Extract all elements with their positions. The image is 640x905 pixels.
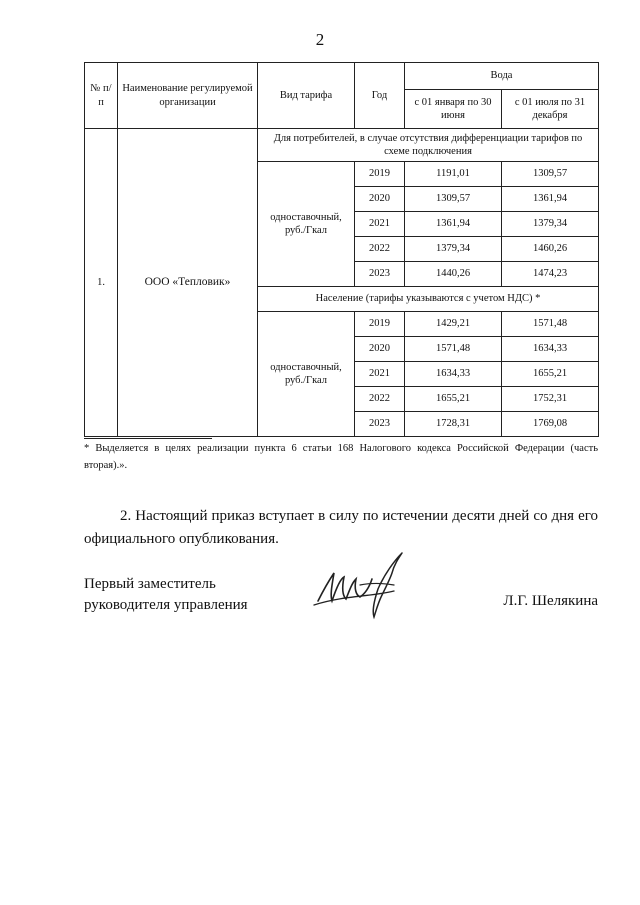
row-number: 1. — [85, 129, 118, 437]
tariff-h1-cell: 1440,26 — [405, 262, 502, 287]
tariff-h1-cell: 1634,33 — [405, 362, 502, 387]
year-cell: 2022 — [355, 237, 405, 262]
header-num: № п/п — [85, 63, 118, 129]
year-cell: 2019 — [355, 312, 405, 337]
tariff-h1-cell: 1429,21 — [405, 312, 502, 337]
year-cell: 2020 — [355, 187, 405, 212]
tariff-table — [84, 62, 599, 437]
tariff-h2-cell: 1752,31 — [502, 387, 599, 412]
header-period-1: с 01 января по 30 июня — [405, 90, 502, 129]
year-cell: 2022 — [355, 387, 405, 412]
header-year: Год — [355, 63, 405, 129]
section-header-row — [85, 129, 599, 162]
tariff-h2-cell: 1571,48 — [502, 312, 599, 337]
year-cell: 2019 — [355, 162, 405, 187]
signer-title-line-2: руководителя управления — [84, 597, 248, 613]
tariff-h1-cell: 1571,48 — [405, 337, 502, 362]
tariff-h2-cell: 1379,34 — [502, 212, 599, 237]
header-period-2: с 01 июля по 31 декабря — [502, 90, 599, 129]
tariff-h1-cell: 1309,57 — [405, 187, 502, 212]
tariff-name: одноставочный, руб./Гкал — [258, 312, 355, 437]
header-organization: Наименование регулируемой организации — [118, 63, 258, 129]
tariff-h1-cell: 1191,01 — [405, 162, 502, 187]
tariff-h2-cell: 1655,21 — [502, 362, 599, 387]
tariff-h2-cell: 1361,94 — [502, 187, 599, 212]
tariff-h1-cell: 1379,34 — [405, 237, 502, 262]
clause-2: 2. Настоящий приказ вступает в силу по истечении десяти дней со дня его официального опубликования. — [84, 508, 598, 547]
footnote-line-2: вторая).». — [84, 459, 128, 471]
tariff-h2-cell: 1769,08 — [502, 412, 599, 437]
year-cell: 2021 — [355, 362, 405, 387]
tariff-h2-cell: 1474,23 — [502, 262, 599, 287]
year-cell: 2021 — [355, 212, 405, 237]
section-title: Для потребителей, в случае отсутствия дифференциации тарифов по схеме подключения — [258, 129, 599, 162]
year-cell: 2023 — [355, 262, 405, 287]
tariff-h2-cell: 1309,57 — [502, 162, 599, 187]
year-cell: 2023 — [355, 412, 405, 437]
footnote-rule — [84, 438, 212, 439]
signer-title — [84, 574, 248, 616]
signer-name: Л.Г. Шелякина — [503, 593, 598, 609]
tariff-h1-cell: 1728,31 — [405, 412, 502, 437]
year-cell: 2020 — [355, 337, 405, 362]
section-title: Население (тарифы указываются с учетом НДС) * — [258, 287, 599, 312]
page-number: 2 — [315, 30, 325, 49]
tariff-h2-cell: 1634,33 — [502, 337, 599, 362]
tariff-h2-cell: 1460,26 — [502, 237, 599, 262]
header-tariff-type: Вид тарифа — [258, 63, 355, 129]
organization-name: ООО «Тепловик» — [118, 129, 258, 437]
handwritten-signature — [312, 549, 412, 621]
tariff-h1-cell: 1361,94 — [405, 212, 502, 237]
footnote — [84, 441, 598, 475]
tariff-h1-cell: 1655,21 — [405, 387, 502, 412]
tariff-name: одноставочный, руб./Гкал — [258, 162, 355, 287]
footnote-line-1: * Выделяется в целях реализации пункта 6 статьи 168 Налогового кодекса Российской Федерации (часть — [84, 443, 598, 454]
header-water: Вода — [405, 63, 599, 90]
signer-title-line-1: Первый заместитель — [84, 576, 216, 592]
